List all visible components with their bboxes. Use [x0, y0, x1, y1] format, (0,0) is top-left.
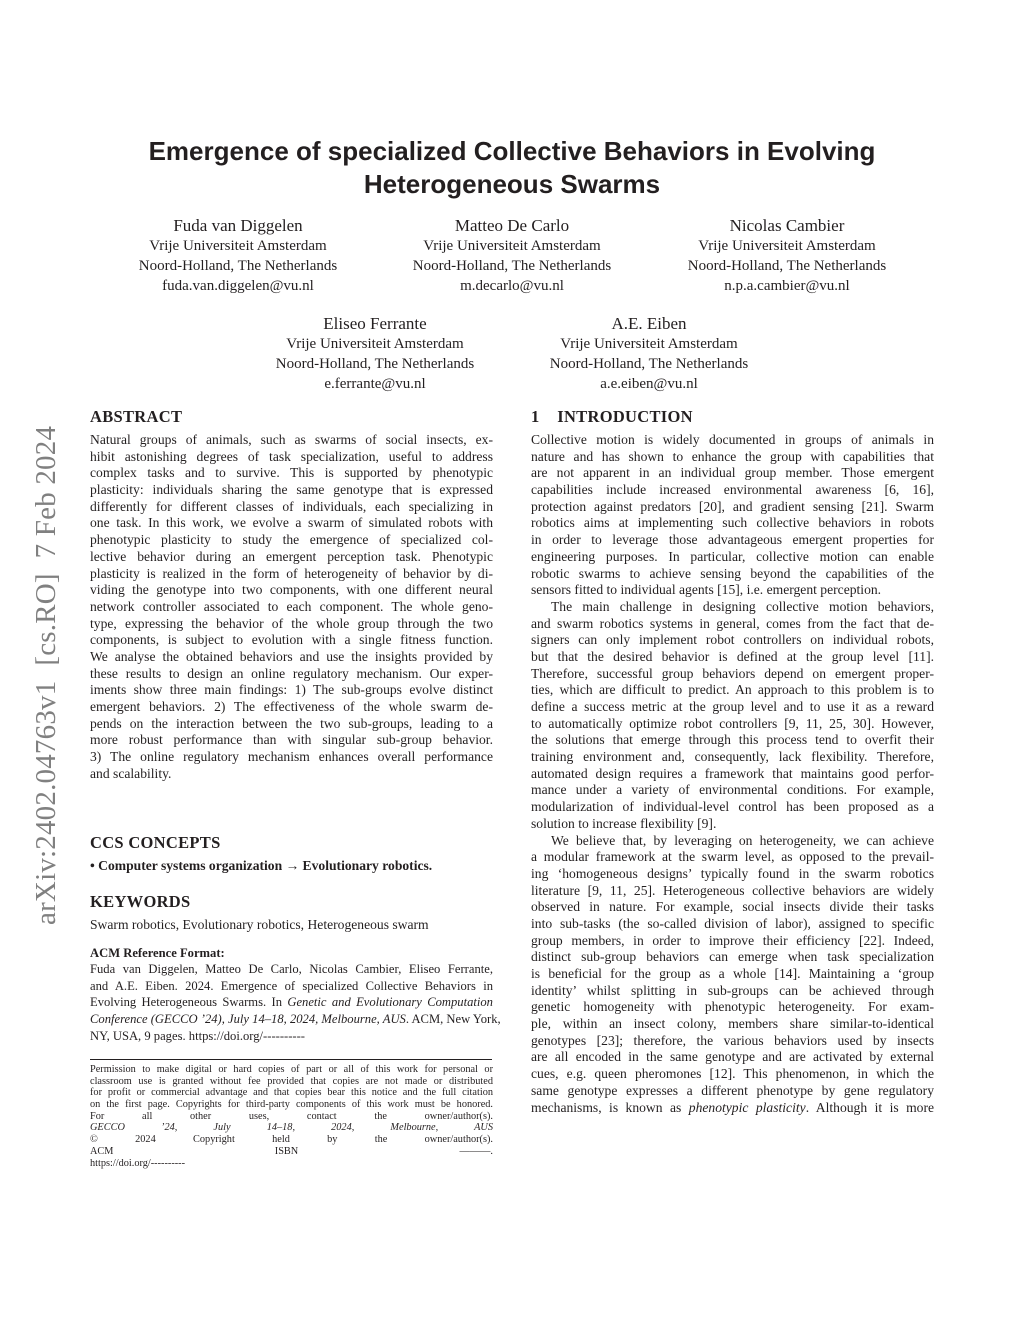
text-span: and A.E. Eiben. 2024. Emergence of specialized Collective Behaviors in	[90, 978, 493, 993]
author-name: Matteo De Carlo	[454, 216, 570, 235]
text-line: network controller associated to each component. The whole geno-	[90, 598, 493, 614]
text-line: are all encoded in the same genotype and are activated by external	[531, 1049, 934, 1065]
text-line: Therefore, successful group behaviors depend on emergent proper-	[531, 665, 934, 681]
keywords-text: Swarm robotics, Evolutionary robotics, Heterogeneous swarm	[90, 917, 429, 932]
author-location: Noord-Holland, The Netherlands	[549, 356, 749, 372]
author-affiliation: Vrije Universiteit Amsterdam	[149, 238, 327, 254]
text-span: https://doi.org/----------	[90, 1157, 186, 1169]
text-line: in order to leverage those advantageous emergent properties for	[531, 532, 934, 548]
text-line: plasticity: individuals sharing the same genotype that is expressed	[90, 482, 493, 498]
author-name: Eliseo Ferrante	[323, 314, 427, 333]
text-line: same genotype expresses a different phenotype by gene regulatory	[531, 1082, 934, 1098]
arxiv-identifier-stamp: arXiv:2402.04763v1 [cs.RO] 7 Feb 2024	[30, 425, 62, 925]
text-span: Evolving Heterogeneous Swarms. In	[90, 995, 288, 1010]
introduction-heading: 1 INTRODUCTION	[531, 407, 693, 426]
author-email[interactable]: m.decarlo@vu.nl	[460, 278, 564, 294]
text-line: 3) The online regulatory mechanism enhances overall performance	[90, 749, 493, 765]
text-line: modularization of individual-level control has been proposed as a	[531, 799, 934, 815]
text-line: genetic homogeneity with phenotypic heterogeneity. For exam-	[531, 999, 934, 1015]
text-line: complex tasks and to survive. This is supported by phenotypic	[90, 465, 493, 481]
paper-title	[80, 135, 944, 201]
author-affiliation: Vrije Universiteit Amsterdam	[423, 238, 601, 254]
text-span: For all other uses, contact the owner/author(s).	[90, 1110, 493, 1122]
author-location: Noord-Holland, The Netherlands	[138, 258, 338, 274]
text-line: group members, in order to improve their efficiency [22]. Indeed,	[531, 932, 934, 948]
text-line	[90, 961, 493, 978]
text-line: but that the desired behavior is defined at the group level [11].	[531, 648, 934, 664]
text-span: Fuda van Diggelen, Matteo De Carlo, Nicolas Cambier, Eliseo Ferrante,	[90, 962, 493, 976]
text-line: ties, which are difficult to predict. An approach to this problem is to	[531, 682, 934, 698]
text-line	[90, 1076, 493, 1088]
author-email[interactable]: fuda.van.diggelen@vu.nl	[162, 278, 314, 294]
right-column	[531, 407, 934, 1116]
text-line: components, is subject to evolution with a single fitness function.	[90, 632, 493, 648]
text-line: are not apparent in an individual group member. Those emergent	[531, 465, 934, 481]
ccs-concept-item: • Computer systems organization → Evolutionary robotics.	[90, 858, 433, 873]
text-line	[90, 1064, 493, 1076]
italic-text: Conference (GECCO ’24), July 14–18, 2024, Melbourne, AUS	[90, 1012, 406, 1027]
author-affiliation: Vrije Universiteit Amsterdam	[286, 336, 464, 352]
author-name: Nicolas Cambier	[729, 216, 845, 235]
text-span: Permission to make digital or hard copies of part or all of this work for personal or	[90, 1064, 493, 1075]
introduction-body	[531, 432, 934, 1116]
text-line: pends on the interaction between the two sub-groups, leading to a	[90, 715, 493, 731]
text-line	[90, 1134, 493, 1146]
text-span: mechanisms, is known as	[531, 1099, 689, 1115]
author-location: Noord-Holland, The Netherlands	[275, 356, 475, 372]
text-span: for profit or commercial advantage and that copies bear this notice and the full citation	[90, 1087, 493, 1099]
text-line: robotic swarms to achieve sensing beyond the capabilities of the	[531, 565, 934, 581]
text-line: is beneficial for the group as a whole [14]. Maintaining a ‘group	[531, 966, 934, 981]
text-line: The main challenge in designing collective motion behaviors,	[551, 598, 934, 614]
text-line: lective behavior during an emergent perception task. Phenotypic	[90, 548, 493, 564]
author-block	[637, 215, 937, 296]
author-location: Noord-Holland, The Netherlands	[687, 258, 887, 274]
text-line: one task. In this work, we evolve a swarm of simulated robots with	[90, 515, 493, 531]
text-line: protection against predators [20], and gradient sensing [21]. Swarm	[531, 498, 934, 514]
text-line	[90, 1011, 501, 1028]
italic-text: phenotypic plasticity	[688, 1099, 806, 1115]
text-line: observed in nature. For example, social insects divide their tasks	[531, 899, 934, 915]
author-block	[225, 313, 525, 394]
text-line: solution to increase flexibility [9].	[531, 815, 717, 831]
author-email[interactable]: e.ferrante@vu.nl	[324, 376, 426, 392]
text-span: . ACM, New York,	[405, 1012, 501, 1027]
text-line: hibit astonishing degrees of task specialization, useful to address	[90, 448, 493, 464]
acm-reference-heading: ACM Reference Format:	[90, 946, 225, 960]
author-name: A.E. Eiben	[611, 314, 687, 333]
text-line: a modular framework at the swarm level, as opposed to the prevail-	[531, 849, 934, 865]
text-line: cues, e.g. queen pheromones [12]. This phenomenon, in which the	[531, 1066, 934, 1082]
text-line: robotics aims at implementing such collective behaviors in robots	[531, 515, 934, 531]
text-line: We analyse the obtained behaviors and use the insights provided by	[90, 648, 493, 664]
abstract-body	[90, 432, 493, 782]
text-line: iments show three main findings: 1) The sub-groups evolve distinct	[90, 682, 493, 698]
author-block	[499, 313, 799, 394]
ccs-heading: CCS CONCEPTS	[90, 833, 221, 852]
text-line: genotypes [23]; therefore, the various behaviors used by insects	[531, 1032, 934, 1048]
keywords-section	[90, 892, 493, 934]
title-line: Emergence of specialized Collective Behaviors in Evolving	[148, 136, 876, 166]
text-line: the solutions that emerge through this process tend to overfit their	[531, 732, 934, 748]
title-line: Heterogeneous Swarms	[363, 169, 661, 199]
text-span: © 2024 Copyright held by the owner/author(s).	[90, 1134, 493, 1146]
text-line	[90, 1146, 493, 1158]
author-affiliation: Vrije Universiteit Amsterdam	[560, 336, 738, 352]
text-line: to automatically optimize robot controllers [9, 11, 25, 30]. However,	[531, 715, 934, 731]
acm-reference-section	[90, 946, 501, 1044]
text-line: Collective motion is widely documented in groups of animals in	[531, 432, 934, 447]
text-line: these results to design an online regulatory mechanism. Our exper-	[90, 665, 493, 681]
footnote-rule	[90, 1059, 492, 1060]
text-line	[90, 1087, 493, 1099]
text-line: and swarm robotics systems in general, comes from the fact that de-	[531, 615, 934, 631]
text-span: NY, USA, 9 pages. https://doi.org/----------	[90, 1028, 305, 1043]
author-affiliation: Vrije Universiteit Amsterdam	[698, 238, 876, 254]
text-line: more robust performance than with singular sub-group behavior.	[90, 732, 493, 748]
text-line: signers can only implement robot controllers on individual robots,	[531, 632, 934, 648]
text-span: . Although it is more	[805, 1099, 935, 1115]
text-line: automated design requires a framework that maintains good perfor-	[531, 765, 934, 781]
text-line: ple, within an insect colony, members share similar-to-identical	[531, 1016, 934, 1032]
author-block	[88, 215, 388, 296]
abstract-heading: ABSTRACT	[90, 407, 183, 426]
author-location: Noord-Holland, The Netherlands	[412, 258, 612, 274]
text-line: into sub-tasks (the so-called division of labor), assigned to specific	[531, 915, 934, 931]
text-line: phenotypic plasticity to study the emergence of specialized col-	[90, 532, 493, 548]
text-line: distinct sub-group behaviors can emerge when task specialization	[531, 949, 934, 965]
text-line: capabilities include increased environmental awareness [6, 16],	[531, 482, 934, 498]
author-name: Fuda van Diggelen	[173, 216, 303, 235]
text-line: differently for different classes of individuals, each specializing in	[90, 498, 493, 514]
text-line	[90, 994, 493, 1011]
text-line: We believe that, by leveraging on heterogeneity, we can achieve	[551, 832, 934, 848]
acm-reference-body	[90, 961, 501, 1044]
author-block	[362, 215, 662, 296]
text-line	[90, 1111, 493, 1123]
text-line: ing ‘homogeneous designs’ typically found in the swarm robotics	[531, 865, 934, 881]
left-column	[90, 407, 493, 782]
text-span: classroom use is granted without fee provided that copies are not made or distributed	[90, 1075, 493, 1087]
text-line: and scalability.	[90, 765, 172, 781]
text-line	[531, 1100, 934, 1117]
text-line: engineering purposes. In particular, collective motion can enable	[531, 548, 934, 564]
author-email[interactable]: n.p.a.cambier@vu.nl	[724, 278, 850, 294]
text-line: literature [9, 11, 25]. Heterogeneous collective behaviors are widely	[531, 882, 934, 898]
text-line: mance under a variety of environmental conditions. For example,	[531, 782, 934, 798]
text-line	[90, 978, 493, 995]
text-line: type, expressing the behavior of the whole group through the two	[90, 615, 493, 631]
text-line	[90, 1028, 493, 1045]
text-line: plasticity is realized in the form of heterogeneity of behavior by di-	[90, 565, 493, 581]
permission-footnote	[90, 1064, 493, 1169]
text-line: training environment and, consequently, lack flexibility. Therefore,	[531, 749, 934, 765]
text-line	[90, 1122, 493, 1134]
italic-text: Genetic and Evolutionary Computation	[287, 995, 493, 1010]
ccs-section	[90, 833, 493, 875]
text-line: sensors fitted to individual agents [15], i.e. emergent perception.	[531, 582, 882, 598]
text-line	[90, 1099, 493, 1111]
text-line: Natural groups of animals, such as swarms of social insects, ex-	[90, 432, 493, 447]
text-line: identity’ whilst splitting in sub-groups can be achieved through	[531, 982, 934, 998]
text-line	[90, 1158, 493, 1170]
italic-text: GECCO ’24, July 14–18, 2024, Melbourne, AUS	[90, 1122, 493, 1134]
text-span: on the first page. Copyrights for third-party components of this work must be honored.	[90, 1099, 493, 1111]
keywords-heading: KEYWORDS	[90, 892, 191, 911]
text-line: emergent behaviors. 2) The effectiveness of the whole swarm de-	[90, 699, 493, 714]
text-span: ACM ISBN ———.	[90, 1145, 493, 1157]
text-line: viding the genotype into two components, with one different neural	[90, 582, 493, 598]
author-email[interactable]: a.e.eiben@vu.nl	[600, 376, 698, 392]
text-line: define a success metric at the group level and to use it as a reward	[531, 699, 934, 714]
text-line: nature and has shown to enhance the group with capabilities that	[531, 448, 934, 464]
